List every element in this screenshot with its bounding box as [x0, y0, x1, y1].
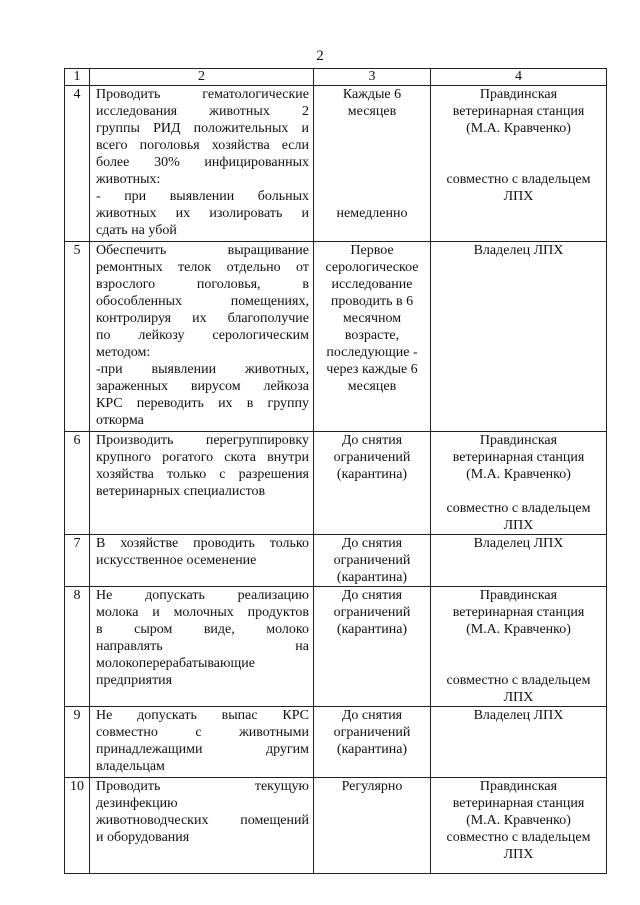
term-line: месячном	[342, 311, 402, 326]
term-line: возрасте,	[344, 328, 400, 343]
term-line: Регулярно	[341, 779, 403, 794]
action-cell	[90, 535, 314, 587]
co-responsible-line: совместно с владельцем	[446, 501, 591, 516]
responsible-line: (М.А. Кравченко)	[466, 813, 571, 828]
term-line: ограничений	[333, 605, 411, 620]
row-number: 6	[65, 432, 90, 535]
responsible-line: ветеринарная станция	[452, 605, 585, 620]
action-line: Не допускать выпас КРС	[96, 708, 309, 723]
term-immediate: немедленно	[336, 206, 408, 221]
action-line: методом:	[96, 345, 151, 360]
action-line: дезинфекцию	[96, 796, 178, 811]
responsible-line: совместно с владельцем	[446, 830, 591, 845]
responsible-line: (М.А. Кравченко)	[466, 121, 571, 136]
responsible-cell	[431, 432, 607, 535]
action-line: сдать на убой	[96, 223, 177, 238]
table-row	[65, 242, 607, 432]
action-line: ветеринарных специалистов	[96, 484, 266, 499]
term-cell	[314, 778, 431, 874]
responsible-line: Владелец ЛПХ	[473, 536, 564, 551]
action-line: Обеспечить выращивание	[96, 243, 309, 258]
responsible-line: ветеринарная станция	[452, 796, 585, 811]
term-line: До снятия	[341, 433, 403, 448]
responsible-line: Правдинская	[479, 779, 558, 794]
action-line: Не допускать реализацию	[96, 588, 309, 603]
term-line: месяцев	[347, 104, 397, 119]
term-line: (карантина)	[336, 570, 408, 585]
term-line: Каждые 6	[342, 87, 402, 102]
term-line: (карантина)	[336, 467, 408, 482]
responsible-cell	[431, 86, 607, 242]
table-row	[65, 707, 607, 778]
action-line: -при выявлении животных,	[96, 362, 309, 377]
action-line: владельцам	[96, 759, 165, 774]
responsible-cell	[431, 242, 607, 432]
action-line: КРС переводить их в группу	[96, 396, 309, 411]
action-line: ремонтных телок отдельно от	[96, 260, 309, 275]
spacer	[433, 483, 604, 500]
header-col-1: 1	[65, 69, 90, 86]
table-row	[65, 535, 607, 587]
term-cell	[314, 535, 431, 587]
header-col-3: 3	[314, 69, 431, 86]
responsible-cell	[431, 587, 607, 707]
term-line: последующие -	[326, 345, 418, 360]
responsible-line: (М.А. Кравченко)	[466, 467, 571, 482]
term-line: (карантина)	[336, 622, 408, 637]
row-number: 4	[65, 86, 90, 242]
term-line: До снятия	[341, 708, 403, 723]
action-cell	[90, 587, 314, 707]
term-line: До снятия	[341, 536, 403, 551]
responsible-cell	[431, 535, 607, 587]
action-cell	[90, 86, 314, 242]
co-responsible-line: ЛПХ	[503, 518, 534, 533]
term-line: До снятия	[341, 588, 403, 603]
action-line: зараженных вирусом лейкоза	[96, 379, 309, 394]
responsible-line: Правдинская	[479, 87, 558, 102]
action-line: принадлежащими другим	[96, 742, 309, 757]
term-line: (карантина)	[336, 742, 408, 757]
co-responsible-line: совместно с владельцем	[446, 172, 591, 187]
measures-table	[64, 68, 607, 874]
spacer	[316, 154, 428, 171]
spacer	[433, 638, 604, 655]
action-line: предприятия	[96, 673, 173, 688]
term-line: проводить в 6	[330, 294, 414, 309]
spacer	[316, 188, 428, 205]
responsible-cell	[431, 778, 607, 874]
responsible-line: Правдинская	[479, 588, 558, 603]
action-line: животноводческих помещений	[96, 813, 309, 828]
term-line: серологическое	[325, 260, 419, 275]
action-line: откорма	[96, 413, 144, 428]
action-line: в сыром виде, молоко	[96, 622, 309, 637]
term-cell	[314, 86, 431, 242]
term-line: месяцев	[347, 379, 397, 394]
responsible-line: ветеринарная станция	[452, 450, 585, 465]
spacer	[316, 120, 428, 137]
action-line: искусственное осеменение	[96, 553, 257, 568]
term-cell	[314, 432, 431, 535]
action-cell	[90, 432, 314, 535]
row-number: 7	[65, 535, 90, 587]
responsible-line: Владелец ЛПХ	[473, 708, 564, 723]
row-number: 10	[65, 778, 90, 874]
action-line: - при выявлении больных	[96, 189, 309, 204]
action-line: исследования животных 2	[96, 104, 309, 119]
term-line: исследование	[331, 277, 413, 292]
action-cell	[90, 707, 314, 778]
table-row	[65, 86, 607, 242]
action-line: более 30% инфицированных	[96, 155, 309, 170]
action-line: по лейкозу серологическим	[96, 328, 309, 343]
action-line: Проводить гематологические	[96, 87, 309, 102]
action-cell	[90, 778, 314, 874]
term-line: через каждые 6	[326, 362, 418, 377]
action-line: контролируя их благополучие	[96, 311, 309, 326]
term-cell	[314, 242, 431, 432]
action-line: животных их изолировать и	[96, 206, 309, 221]
header-col-2: 2	[90, 69, 314, 86]
responsible-line: Владелец ЛПХ	[473, 243, 564, 258]
action-line: В хозяйстве проводить только	[96, 536, 309, 551]
spacer	[316, 137, 428, 154]
term-cell	[314, 707, 431, 778]
row-number: 8	[65, 587, 90, 707]
term-line: Первое	[350, 243, 394, 258]
term-line: ограничений	[333, 725, 411, 740]
header-col-4: 4	[431, 69, 607, 86]
responsible-line: Правдинская	[479, 433, 558, 448]
table-row	[65, 778, 607, 874]
action-line: хозяйства только с разрешения	[96, 467, 309, 482]
action-line: обособленных помещениях,	[96, 294, 309, 309]
co-responsible-line: ЛПХ	[503, 690, 534, 705]
responsible-line: (М.А. Кравченко)	[466, 622, 571, 637]
table-header-row	[65, 69, 607, 86]
spacer	[316, 171, 428, 188]
action-line: всего поголовья хозяйства если	[96, 138, 309, 153]
spacer	[433, 655, 604, 672]
action-line: крупного рогатого скота внутри	[96, 450, 309, 465]
action-line: направлять на	[96, 639, 309, 654]
page-number: 2	[316, 48, 324, 64]
action-line: молока и молочных продуктов	[96, 605, 309, 620]
term-line: ограничений	[333, 450, 411, 465]
table-row	[65, 432, 607, 535]
spacer	[433, 137, 604, 154]
action-line: животных:	[96, 172, 161, 187]
term-line: ограничений	[333, 553, 411, 568]
co-responsible-line: ЛПХ	[503, 189, 534, 204]
term-cell	[314, 587, 431, 707]
table-row	[65, 587, 607, 707]
action-line: группы РИД положительных и	[96, 121, 309, 136]
spacer	[433, 154, 604, 171]
action-line: молокоперерабатывающие	[96, 656, 255, 671]
responsible-cell	[431, 707, 607, 778]
responsible-line: ЛПХ	[503, 847, 534, 862]
action-line: и оборудования	[96, 830, 190, 845]
co-responsible-line: совместно с владельцем	[446, 673, 591, 688]
action-line: совместно с животными	[96, 725, 309, 740]
action-line: Проводить текущую	[96, 779, 309, 794]
row-number: 5	[65, 242, 90, 432]
responsible-line: ветеринарная станция	[452, 104, 585, 119]
action-line: взрослого поголовья, в	[96, 277, 309, 292]
action-line: Производить перегруппировку	[96, 433, 309, 448]
row-number: 9	[65, 707, 90, 778]
action-cell	[90, 242, 314, 432]
